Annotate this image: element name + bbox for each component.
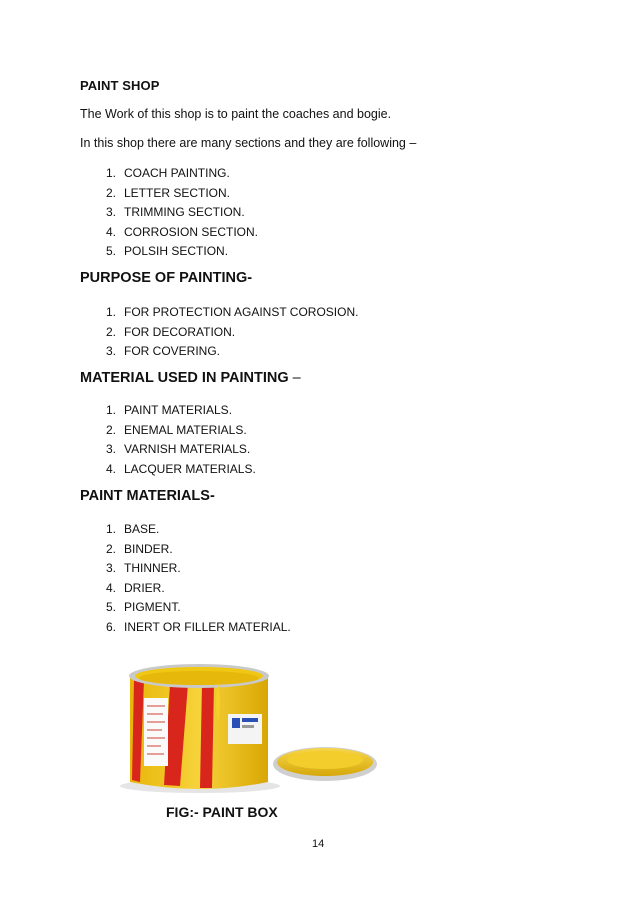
intro-line-2: In this shop there are many sections and they are following – bbox=[80, 136, 417, 150]
list-item: 4. LACQUER MATERIALS. bbox=[105, 461, 256, 476]
figure-caption: FIG:- PAINT BOX bbox=[166, 804, 278, 820]
list-item: 6. INERT OR FILLER MATERIAL. bbox=[105, 619, 291, 634]
list-item: 4. CORROSION SECTION. bbox=[105, 224, 259, 239]
paint-box-image bbox=[110, 654, 380, 794]
list-item: 1. BASE. bbox=[105, 522, 160, 536]
intro-line-1: The Work of this shop is to paint the coaches and bogie. bbox=[80, 107, 392, 121]
list-item: 4. DRIER. bbox=[105, 580, 165, 595]
can-red-band bbox=[200, 684, 214, 788]
paint-materials-heading: PAINT MATERIALS- bbox=[80, 488, 215, 504]
list-item: 3. VARNISH MATERIALS. bbox=[105, 442, 251, 456]
purpose-heading: PURPOSE OF PAINTING- bbox=[80, 270, 253, 286]
list-item: 1. PAINT MATERIALS. bbox=[105, 403, 233, 417]
list-item: 5. PIGMENT. bbox=[105, 600, 181, 614]
list-item: 1. COACH PAINTING. bbox=[105, 166, 230, 180]
list-item: 2. LETTER SECTION. bbox=[105, 185, 231, 200]
purpose-list bbox=[80, 303, 358, 362]
material-heading: MATERIAL USED IN PAINTING – bbox=[80, 370, 301, 386]
list-item: 2. FOR DECORATION. bbox=[105, 324, 236, 339]
list-item: 3. FOR COVERING. bbox=[105, 344, 221, 358]
list-item: 3. THINNER. bbox=[105, 561, 181, 575]
paint-shop-heading: PAINT SHOP bbox=[80, 78, 160, 93]
page-number: 14 bbox=[312, 838, 325, 850]
list-item: 2. ENEMAL MATERIALS. bbox=[105, 422, 247, 437]
list-item: 1. FOR PROTECTION AGAINST COROSION. bbox=[105, 305, 359, 319]
materials-list bbox=[80, 401, 256, 479]
list-item: 3. TRIMMING SECTION. bbox=[105, 205, 245, 219]
can-label bbox=[144, 698, 168, 766]
paint-materials-list bbox=[80, 520, 291, 637]
list-item: 5. POLSIH SECTION. bbox=[105, 244, 229, 258]
list-item: 2. BINDER. bbox=[105, 541, 173, 556]
sections-list bbox=[80, 164, 258, 262]
